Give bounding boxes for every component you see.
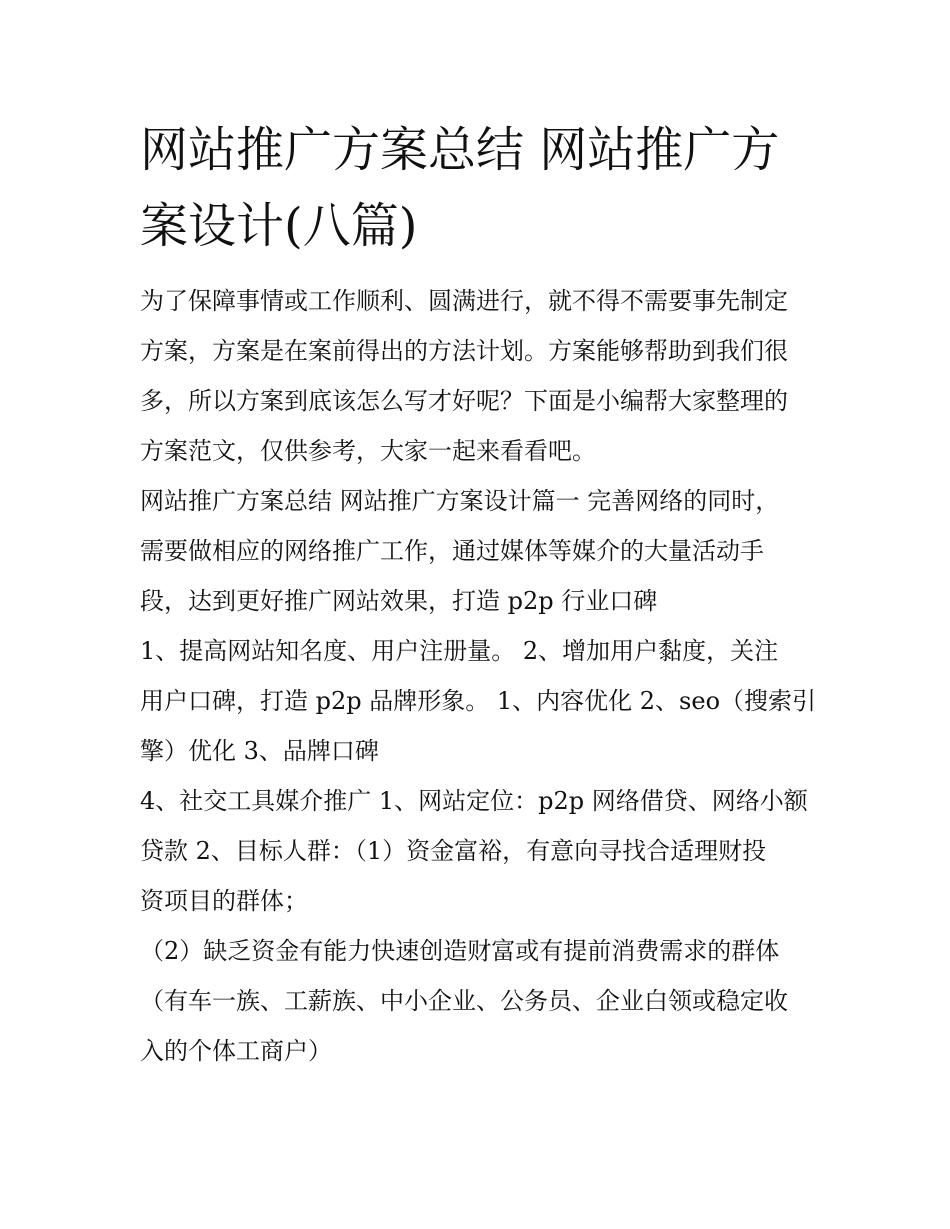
text-line: 段，达到更好推广网站效果，打造 p2p 行业口碑 — [140, 587, 658, 615]
text-line: 4、社交工具媒介推广 1、网站定位：p2p 网络借贷、网络小额 — [140, 787, 808, 815]
text-line: 擎）优化 3、品牌口碑 — [140, 737, 379, 765]
paragraph-intro — [140, 276, 830, 476]
text-line: 用户口碑，打造 p2p 品牌形象。 1、内容优化 2、seo（搜索引 — [140, 687, 817, 715]
document-body — [140, 276, 830, 1076]
text-line: 1、提高网站知名度、用户注册量。 2、增加用户黏度，关注 — [140, 637, 779, 665]
text-line: 入的个体工商户） — [140, 1037, 332, 1065]
paragraph-section-one — [140, 476, 830, 626]
text-line: 网站推广方案总结 网站推广方案设计篇一 完善网络的同时， — [140, 487, 780, 515]
title-line: 网站推广方案总结 网站推广方 — [140, 122, 780, 178]
text-line: 资项目的群体； — [140, 887, 308, 915]
paragraph-goals — [140, 626, 830, 776]
text-line: 方案，方案是在案前得出的方法计划。方案能够帮助到我们很 — [140, 337, 788, 365]
text-line: 需要做相应的网络推广工作，通过媒体等媒介的大量活动手 — [140, 537, 764, 565]
text-line: 为了保障事情或工作顺利、圆满进行，就不得不需要事先制定 — [140, 287, 788, 315]
document-title — [140, 112, 820, 264]
text-line: 贷款 2、目标人群：（1）资金富裕，有意向寻找合适理财投 — [140, 837, 767, 865]
text-line: 方案范文，仅供参考，大家一起来看看吧。 — [140, 437, 596, 465]
text-line: （2）缺乏资金有能力快速创造财富或有提前消费需求的群体 — [140, 937, 780, 965]
text-line: 多，所以方案到底该怎么写才好呢？下面是小编帮大家整理的 — [140, 387, 788, 415]
text-line: （有车一族、工薪族、中小企业、公务员、企业白领或稳定收 — [140, 987, 788, 1015]
paragraph-target-group — [140, 926, 830, 1076]
title-line: 案设计(八篇) — [140, 198, 418, 254]
paragraph-positioning — [140, 776, 830, 926]
